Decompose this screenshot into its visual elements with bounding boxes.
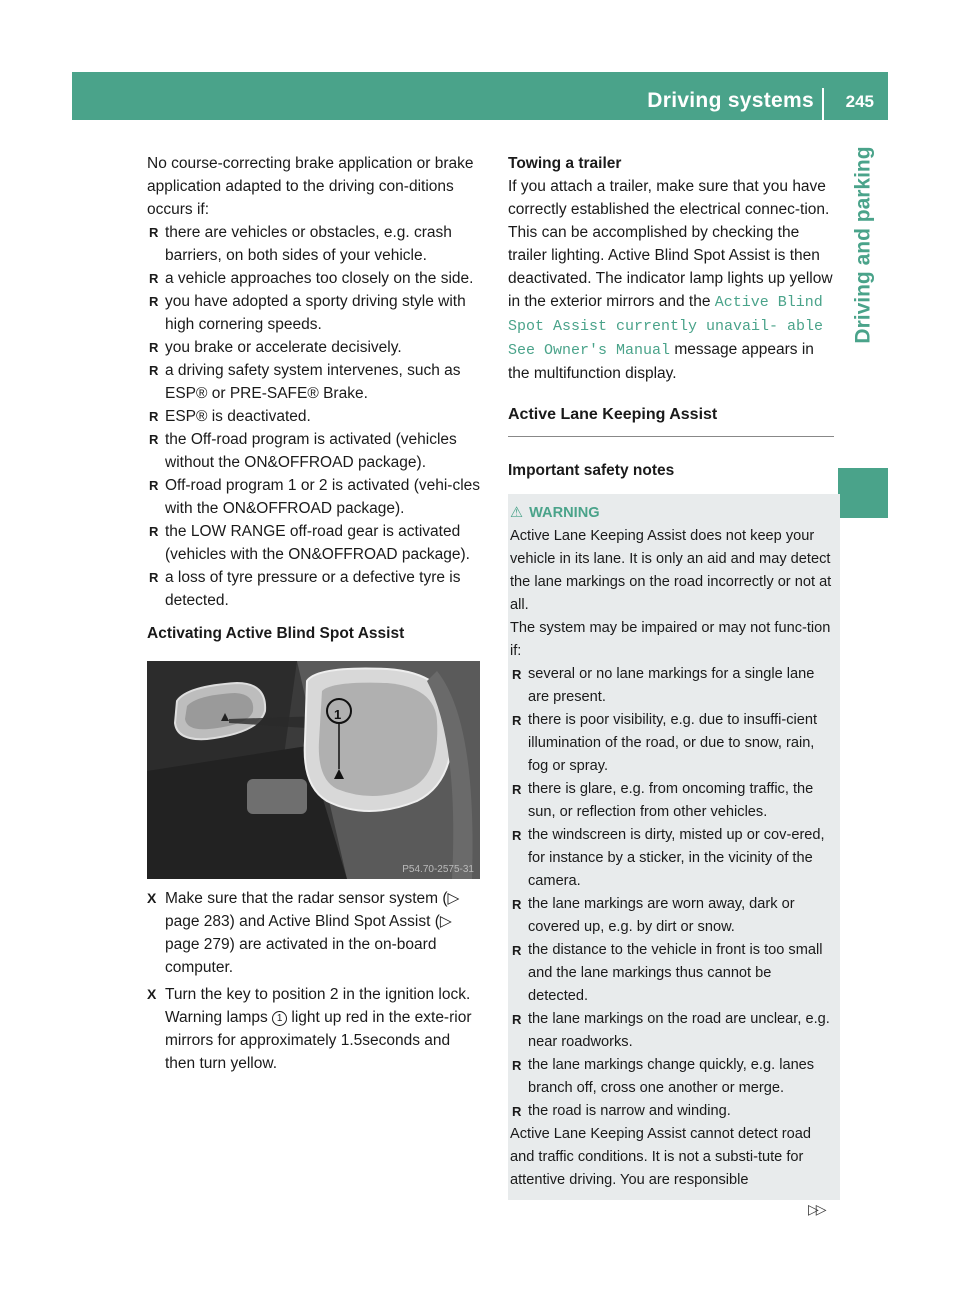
step-item bbox=[147, 983, 483, 1075]
side-tab-label: Driving and parking bbox=[851, 146, 875, 344]
list-item: R the lane markings on the road are unclear, e.g. near roadworks. bbox=[510, 1008, 832, 1054]
warning-paragraph: Active Lane Keeping Assist cannot detect road and traffic conditions. It is not a substi-tute for attentive driving. You are responsible bbox=[510, 1126, 811, 1188]
list-item: R you have adopted a sporty driving style with high cornering speeds. bbox=[147, 290, 483, 336]
side-tab-marker bbox=[838, 468, 888, 518]
list-item: R the lane markings are worn away, dark or covered up, e.g. by dirt or snow. bbox=[510, 893, 832, 939]
steps-list bbox=[147, 887, 483, 1075]
list-item: R ESP® is deactivated. bbox=[147, 405, 483, 428]
towing-heading: Towing a trailer bbox=[508, 155, 622, 172]
list-item: R several or no lane markings for a single lane are present. bbox=[510, 663, 832, 709]
left-column bbox=[147, 152, 483, 1079]
callout-ref-icon: 1 bbox=[272, 1011, 287, 1026]
warning-title-text: WARNING bbox=[529, 505, 600, 521]
mirror-illustration bbox=[147, 661, 480, 879]
list-item: R the windscreen is dirty, misted up or cov-ered, for instance by a sticker, in the vicinity of the camera. bbox=[510, 824, 832, 893]
warning-triangle-icon: ⚠ bbox=[510, 505, 524, 521]
section-title: Driving systems bbox=[647, 89, 814, 112]
warning-paragraph: Active Lane Keeping Assist does not keep your vehicle in its lane. It is only an aid and may detect the lane markings on the road incorrectly or not at all. bbox=[510, 528, 832, 613]
towing-paragraph bbox=[508, 175, 834, 385]
list-item: R a driving safety system intervenes, such as ESP® or PRE-SAFE® Brake. bbox=[147, 359, 483, 405]
warning-box bbox=[508, 494, 840, 1200]
step-text: Turn the key to position 2 in the ignition lock. bbox=[165, 986, 471, 1003]
step-marker-icon: X bbox=[147, 986, 157, 1002]
list-item: R there are vehicles or obstacles, e.g. crash barriers, on both sides of your vehicle. bbox=[147, 221, 483, 267]
step-text: Make sure that the radar sensor system (▷ page 283) and Active Blind Spot Assist (▷ page 279) are activated in the on-board computer. bbox=[165, 890, 460, 976]
safety-notes-heading: Important safety notes bbox=[508, 462, 675, 479]
step-followup-a: Warning lamps bbox=[165, 1009, 273, 1026]
list-item: R the lane markings change quickly, e.g. lanes branch off, cross one another or merge. bbox=[510, 1054, 832, 1100]
list-item: R there is glare, e.g. from oncoming traffic, the sun, or reflection from other vehicles. bbox=[510, 778, 832, 824]
list-item: R there is poor visibility, e.g. due to insuffi-cient illumination of the road, or due to snow, rain, fog or spray. bbox=[510, 709, 832, 778]
list-item: R the LOW RANGE off-road gear is activated (vehicles with the ON&OFFROAD package). bbox=[147, 520, 483, 566]
intro-paragraph: No course-correcting brake application or brake application adapted to the driving con-ditions occurs if: bbox=[147, 155, 474, 218]
list-item: R the road is narrow and winding. bbox=[510, 1100, 832, 1123]
towing-text-a: If you attach a trailer, make sure that you have correctly established the electrical connec-tion. This can be accomplished by checking the trailer lighting. Active Blind Spot Assist is then deactivated. The indicator lamp lights up yellow in the exterior mirrors and the bbox=[508, 178, 833, 310]
figure-code: P54.70-2575-31 bbox=[402, 864, 474, 875]
towing-text-b: message appears in the multifunction display. bbox=[508, 341, 814, 382]
right-column bbox=[508, 152, 834, 1200]
list-item: R a vehicle approaches too closely on the side. bbox=[147, 267, 483, 290]
header-divider bbox=[822, 88, 824, 120]
list-item: R Off-road program 1 or 2 is activated (vehi-cles with the ON&OFFROAD package). bbox=[147, 474, 483, 520]
warning-paragraph: The system may be impaired or may not func-tion if: bbox=[510, 620, 831, 659]
step-followup-b: light up red in the exte-rior mirrors for approximately 1.5seconds and then turn yellow. bbox=[165, 1009, 472, 1072]
page-number: 245 bbox=[845, 92, 874, 111]
side-tab bbox=[838, 120, 888, 370]
display-message: Active Blind Spot Assist currently unavail‐ able See Owner's Manual bbox=[508, 294, 824, 359]
lane-keeping-heading: Active Lane Keeping Assist bbox=[508, 403, 834, 437]
step-marker-icon: X bbox=[147, 890, 157, 906]
continue-arrows-icon: ▷▷ bbox=[808, 1201, 824, 1217]
list-item: R the distance to the vehicle in front is too small and the lane markings thus cannot be detected. bbox=[510, 939, 832, 1008]
list-item: R the Off-road program is activated (vehicles without the ON&OFFROAD package). bbox=[147, 428, 483, 474]
step-item bbox=[147, 887, 483, 979]
conditions-list bbox=[147, 221, 483, 612]
list-item: R you brake or accelerate decisively. bbox=[147, 336, 483, 359]
warning-title bbox=[510, 502, 832, 525]
callout-number: 1 bbox=[334, 707, 342, 722]
list-item: R a loss of tyre pressure or a defective tyre is detected. bbox=[147, 566, 483, 612]
warning-list bbox=[510, 663, 832, 1123]
header-bar bbox=[72, 72, 888, 120]
activating-heading: Activating Active Blind Spot Assist bbox=[147, 625, 405, 642]
mirror-figure bbox=[147, 661, 480, 879]
